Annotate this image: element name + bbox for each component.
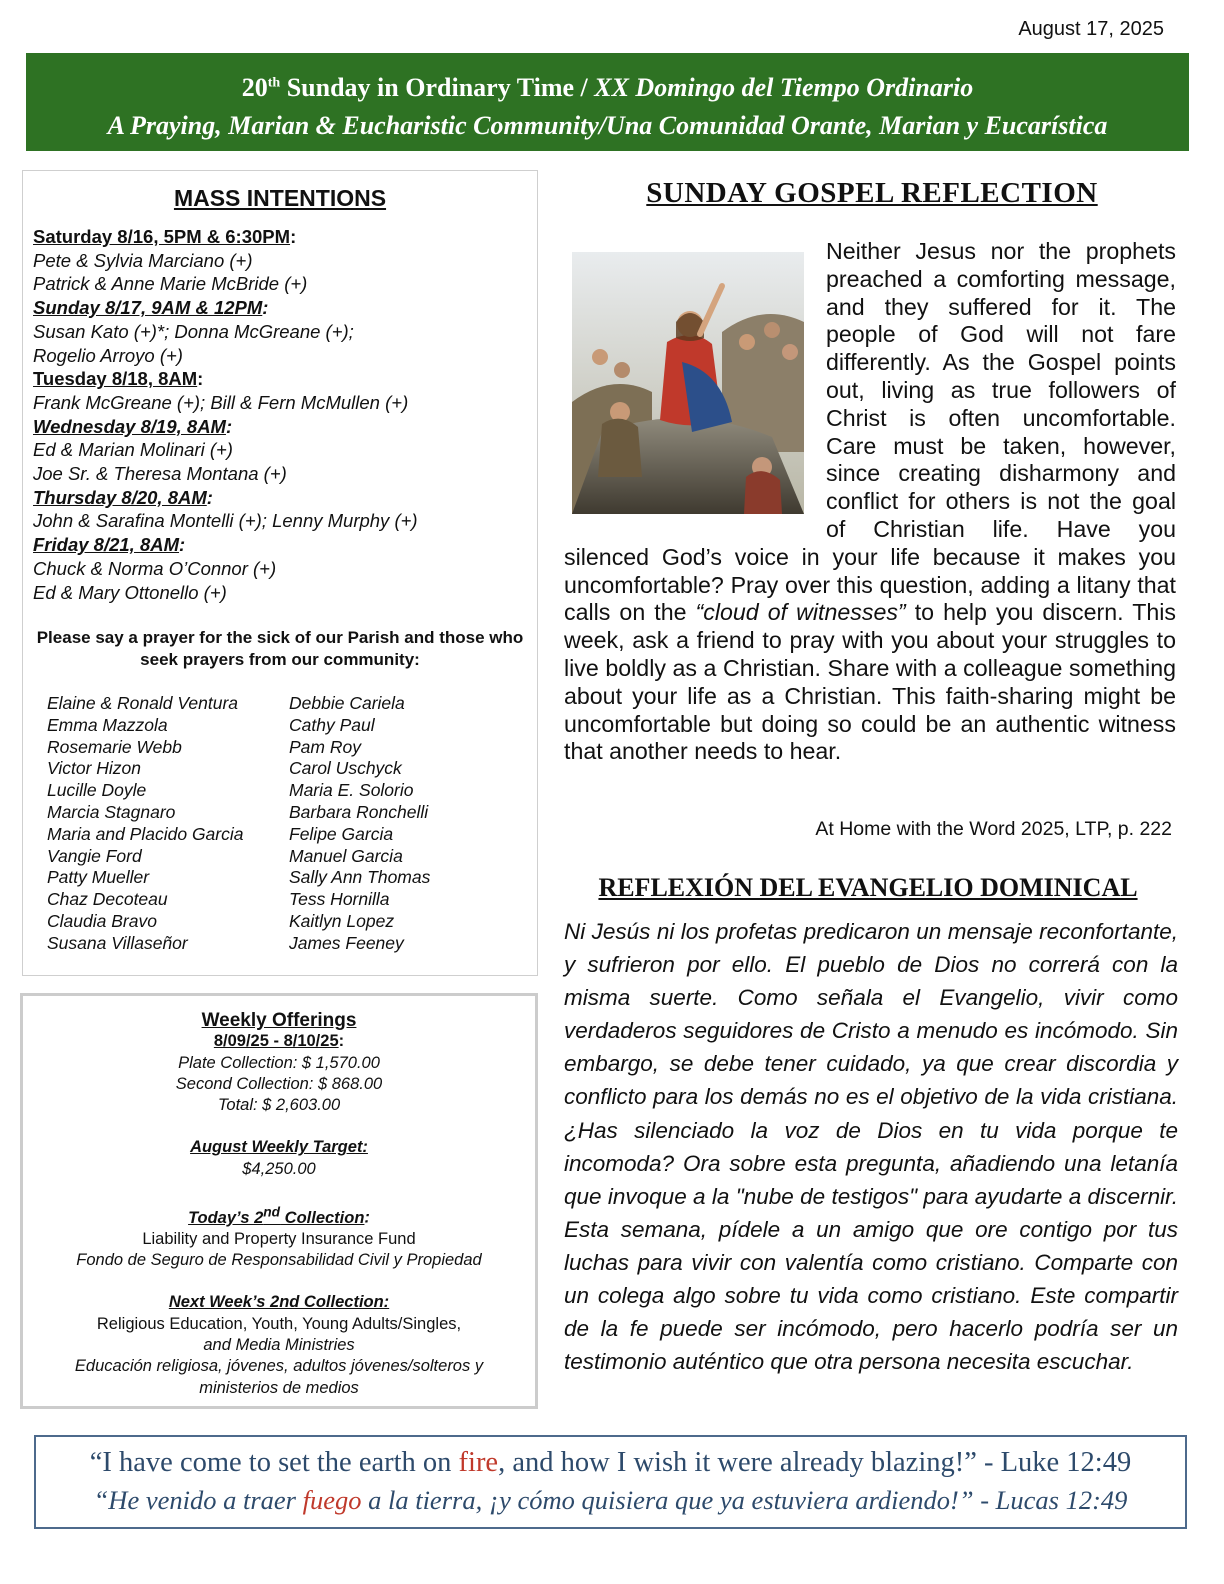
offerings-title: Weekly Offerings	[201, 1010, 357, 1031]
sick-list-item: Kaitlyn Lopez	[289, 910, 395, 931]
sick-list-item: Pam Roy	[289, 736, 361, 757]
sick-list-item: Chaz Decoteau	[47, 889, 168, 910]
sick-list-item: Emma Mazzola	[47, 714, 168, 735]
sick-list-item: James Feeney	[289, 932, 404, 953]
intention-day-heading: Wednesday 8/19, 8AM:	[33, 415, 233, 437]
intention-day-heading: Saturday 8/16, 5PM & 6:30PM:	[33, 226, 297, 247]
sick-list-item: Cathy Paul	[289, 714, 375, 735]
sick-list-item: Sally Ann Thomas	[289, 867, 431, 888]
quote-spanish: “He venido a traer fuego a la tierra, ¡y cómo quisiera que ya estuviera ardiendo!” - Lucas 12:49	[93, 1485, 1128, 1515]
sick-list-item: Carol Uschyck	[289, 758, 402, 779]
bulletin-date: August 17, 2025	[1018, 18, 1164, 40]
weekly-target-value: $4,250.00	[242, 1159, 316, 1178]
sick-list-item: Felipe Garcia	[289, 823, 394, 844]
scripture-quote-box	[34, 1435, 1187, 1529]
intention-item: Susan Kato (+)*; Donna McGreane (+);	[33, 320, 354, 342]
sick-list-item: Maria and Placido Garcia	[47, 823, 244, 844]
intention-item: Ed & Mary Ottonello (+)	[33, 581, 227, 603]
sick-list-item: Susana Villaseñor	[47, 932, 188, 953]
title-banner	[26, 53, 1189, 151]
sick-list-item: Debbie Cariela	[289, 693, 405, 713]
sick-list-item: Elaine & Ronald Ventura	[47, 693, 239, 713]
banner-spanish-title: XX Domingo del Tiempo Ordinario	[594, 73, 974, 102]
weekly-target-heading: August Weekly Target:	[190, 1138, 368, 1157]
intention-item: John & Sarafina Montelli (+); Lenny Murphy (+)	[33, 510, 418, 532]
sick-list-item: Marcia Stagnaro	[47, 801, 176, 822]
todays-collection-line: Liability and Property Insurance Fund	[142, 1229, 416, 1248]
intention-item: Ed & Marian Molinari (+)	[33, 439, 233, 461]
sick-list-item: Maria E. Solorio	[289, 780, 414, 801]
intention-item: Chuck & Norma O’Connor (+)	[33, 557, 277, 579]
plate-collection: Plate Collection: $ 1,570.00	[178, 1053, 380, 1072]
offerings-period: 8/09/25 - 8/10/25:	[213, 1032, 345, 1051]
todays-collection-heading: Today’s 2nd Collection:	[188, 1204, 370, 1227]
mass-intentions-list	[33, 225, 533, 604]
sick-list-item: Rosemarie Webb	[47, 736, 182, 757]
sick-list-column-1	[47, 693, 243, 955]
next-collection-heading: Next Week’s 2nd Collection:	[168, 1293, 390, 1312]
sick-list-item: Claudia Bravo	[47, 910, 157, 931]
sick-list-item: Manuel Garcia	[289, 845, 403, 866]
mass-intentions-box	[22, 170, 538, 976]
reflexion-text: Ni Jesús ni los profetas predicaron un mensaje reconfortante, y sufrieron por ello. El pueblo de Dios no correrá con la misma suerte. Como señala el Evangelio, vivir como verdaderos seguidores de Cristo a menudo es incómodo. Sin embargo, se debe tener cuidado, ya que crear discordia y conflicto para los demás no es el objetivo de la vida cristiana. ¿Has silenciado la voz de Dios en tu vida porque te incomoda? Ora sobre esta pregunta, añadiendo una letanía que invoque a la "nube de testigos" para ayudarte a discernir. Esta semana, pídele a un amigo que ore contigo por tus luchas para vivir con valentía como cristiano. Comparte con un colega algo sobre tu vida como cristiano. Este compartir de la fe puede ser incómodo, pero hacerlo podría ser un testimonio auténtico que otra persona necesita escuchar.	[564, 919, 1178, 1375]
sick-list-item: Victor Hizon	[47, 758, 142, 779]
sick-list-item: Vangie Ford	[47, 845, 142, 866]
sick-list-item: Lucille Doyle	[47, 780, 147, 801]
next-collection-line: ministerios de medios	[199, 1378, 359, 1397]
banner-line-1	[26, 73, 1189, 103]
intention-item: Pete & Sylvia Marciano (+)	[33, 249, 253, 271]
intention-item: Rogelio Arroyo (+)	[33, 344, 183, 366]
banner-line-2: A Praying, Marian & Eucharistic Community/Una Comunidad Orante, Marian y Eucarística	[107, 111, 1108, 140]
reflexion-title: REFLEXIÓN DEL EVANGELIO DOMINICAL	[598, 873, 1138, 902]
sick-list-item: Barbara Ronchelli	[289, 801, 429, 822]
intention-item: Joe Sr. & Theresa Montana (+)	[33, 463, 287, 485]
offerings-total: Total: $ 2,603.00	[217, 1096, 341, 1115]
weekly-offerings-content	[31, 1010, 527, 1399]
banner-ordinal-suffix: th	[267, 75, 281, 91]
intention-day-heading: Sunday 8/17, 9AM & 12PM:	[33, 297, 269, 319]
quote-english: “I have come to set the earth on fire, and how I wish it were already blazing!” - Luke 12:49	[89, 1447, 1132, 1478]
mass-intentions-title: MASS INTENTIONS	[173, 185, 387, 211]
gospel-attribution: At Home with the Word 2025, LTP, p. 222	[815, 818, 1172, 840]
intention-item: Frank McGreane (+); Bill & Fern McMullen (+)	[33, 391, 409, 413]
second-collection: Second Collection: $ 868.00	[175, 1074, 383, 1093]
intention-item: Patrick & Anne Marie McBride (+)	[33, 273, 308, 295]
banner-english-title: Sunday in Ordinary Time /	[280, 73, 595, 102]
todays-collection-line: Fondo de Seguro de Responsabilidad Civil y Propiedad	[76, 1251, 482, 1270]
banner-ordinal: 20	[241, 73, 268, 102]
weekly-offerings-box	[20, 993, 538, 1409]
sick-list-item: Tess Hornilla	[289, 889, 390, 910]
next-collection-line: Educación religiosa, jóvenes, adultos jóvenes/solteros y	[74, 1357, 484, 1376]
prayer-request-note: Please say a prayer for the sick of our Parish and those who seek prayers from our community:	[36, 628, 524, 669]
gospel-reflection-title: SUNDAY GOSPEL REFLECTION	[646, 177, 1098, 209]
intention-day-heading: Friday 8/21, 8AM:	[33, 534, 186, 556]
intention-day-heading: Thursday 8/20, 8AM:	[33, 486, 213, 508]
next-collection-line: Religious Education, Youth, Young Adults/Singles,	[96, 1314, 462, 1333]
gospel-reflection-text: Neither Jesus nor the prophets preached a comforting message, and they suffered for it. The people of God will not fare differently. As the Gospel points out, living as true followers of Christ is often uncomfortable. Care must be taken, however, since creating disharmony and conflict for others is not the goal of Christian life. Have you silenced God’s voice in your life because it makes you uncomfortable? Pray over this question, adding a litany that calls on the “cloud of witnesses” to help you discern. This week, ask a friend to pray with you about your struggles to live boldly as a Christian. Share with a colleague something about your life as a Christian. This faith-sharing might be uncomfortable but doing so could be an authentic witness that another needs to hear.	[564, 238, 1176, 765]
sick-list-column-2	[289, 693, 430, 955]
next-collection-line: and Media Ministries	[203, 1336, 355, 1355]
intention-day-heading: Tuesday 8/18, 8AM:	[33, 368, 204, 390]
sick-list-item: Patty Mueller	[47, 867, 150, 888]
